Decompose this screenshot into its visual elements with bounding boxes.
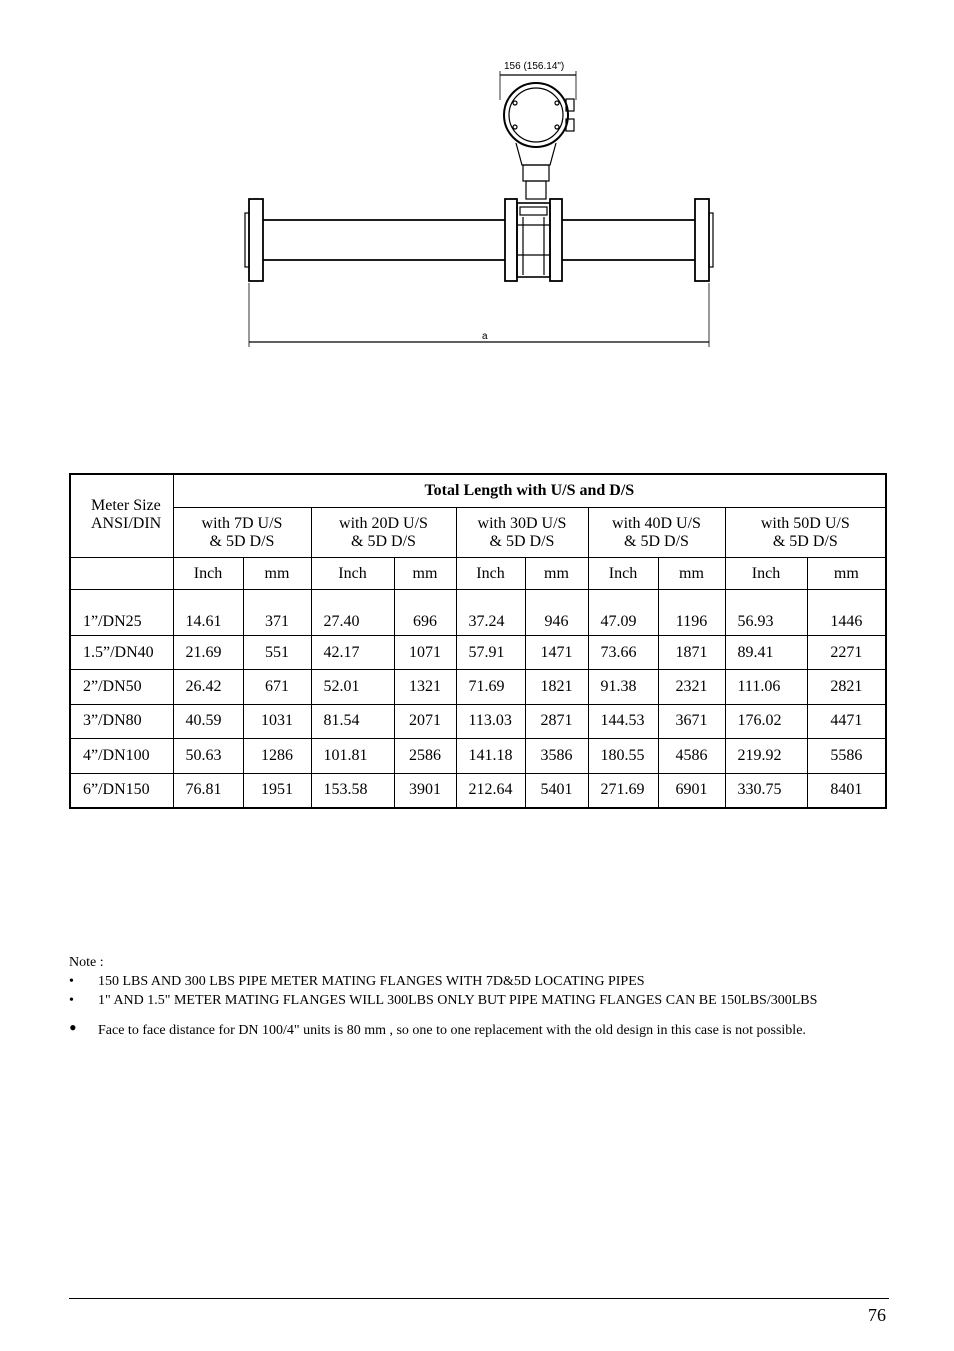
inch-value-cell: 271.69 bbox=[588, 773, 658, 808]
mm-value-cell: 1031 bbox=[243, 704, 311, 738]
inch-value-cell: 91.38 bbox=[588, 670, 658, 704]
mm-value-cell: 3901 bbox=[394, 773, 456, 808]
inch-value-cell: 14.61 bbox=[173, 590, 243, 636]
inch-value-cell: 212.64 bbox=[456, 773, 525, 808]
inch-value-cell: 50.63 bbox=[173, 739, 243, 773]
table-row bbox=[70, 670, 886, 704]
unit-mm-header: mm bbox=[525, 557, 588, 589]
mm-value-cell: 2071 bbox=[394, 704, 456, 738]
mm-value-cell: 1951 bbox=[243, 773, 311, 808]
inch-value-cell: 52.01 bbox=[311, 670, 394, 704]
mm-value-cell: 696 bbox=[394, 590, 456, 636]
meter-size-cell: 1”/DN25 bbox=[70, 590, 173, 636]
inch-value-cell: 141.18 bbox=[456, 739, 525, 773]
inch-value-cell: 111.06 bbox=[725, 670, 807, 704]
notes-section bbox=[69, 953, 869, 1040]
table-row bbox=[70, 773, 886, 808]
unit-inch-header: Inch bbox=[173, 557, 243, 589]
group-header: with 40D U/S & 5D D/S bbox=[588, 508, 725, 558]
inch-value-cell: 144.53 bbox=[588, 704, 658, 738]
mm-value-cell: 1471 bbox=[525, 635, 588, 669]
inch-value-cell: 21.69 bbox=[173, 635, 243, 669]
unit-inch-header: Inch bbox=[456, 557, 525, 589]
length-label: a bbox=[482, 331, 488, 342]
mm-value-cell: 2321 bbox=[658, 670, 725, 704]
mm-value-cell: 2586 bbox=[394, 739, 456, 773]
mm-value-cell: 1821 bbox=[525, 670, 588, 704]
mm-value-cell: 2271 bbox=[807, 635, 886, 669]
inch-value-cell: 330.75 bbox=[725, 773, 807, 808]
inch-value-cell: 26.42 bbox=[173, 670, 243, 704]
table-row bbox=[70, 635, 886, 669]
unit-mm-header: mm bbox=[807, 557, 886, 589]
meter-size-cell: 1.5”/DN40 bbox=[70, 635, 173, 669]
bullet-icon: • bbox=[69, 1015, 77, 1040]
group-header: with 30D U/S & 5D D/S bbox=[456, 508, 588, 558]
mm-value-cell: 671 bbox=[243, 670, 311, 704]
notes-list bbox=[69, 972, 869, 1040]
inch-value-cell: 27.40 bbox=[311, 590, 394, 636]
mm-value-cell: 2871 bbox=[525, 704, 588, 738]
unit-mm-header: mm bbox=[658, 557, 725, 589]
inch-value-cell: 180.55 bbox=[588, 739, 658, 773]
mm-value-cell: 551 bbox=[243, 635, 311, 669]
mm-value-cell: 4586 bbox=[658, 739, 725, 773]
mm-value-cell: 1446 bbox=[807, 590, 886, 636]
group-header: with 7D U/S & 5D D/S bbox=[173, 508, 311, 558]
inch-value-cell: 76.81 bbox=[173, 773, 243, 808]
unit-inch-header: Inch bbox=[588, 557, 658, 589]
unit-mm-header: mm bbox=[243, 557, 311, 589]
note-item: • 1" AND 1.5" METER MATING FLANGES WILL 300LBS ONLY BUT PIPE MATING FLANGES CAN BE 150LBS/300LBS bbox=[69, 993, 818, 1008]
bullet-icon: • bbox=[69, 993, 74, 1008]
mm-value-cell: 371 bbox=[243, 590, 311, 636]
inch-value-cell: 71.69 bbox=[456, 670, 525, 704]
total-length-table bbox=[69, 473, 887, 809]
meter-size-header: Meter Size ANSI/DIN bbox=[70, 474, 173, 557]
inch-value-cell: 56.93 bbox=[725, 590, 807, 636]
unit-inch-header: Inch bbox=[311, 557, 394, 589]
group-header: with 20D U/S & 5D D/S bbox=[311, 508, 456, 558]
mm-value-cell: 1071 bbox=[394, 635, 456, 669]
mm-value-cell: 1196 bbox=[658, 590, 725, 636]
mm-value-cell: 1321 bbox=[394, 670, 456, 704]
inch-value-cell: 89.41 bbox=[725, 635, 807, 669]
unit-mm-header: mm bbox=[394, 557, 456, 589]
flowmeter-drawing bbox=[240, 55, 720, 350]
inch-value-cell: 40.59 bbox=[173, 704, 243, 738]
bullet-icon: • bbox=[69, 974, 74, 989]
inch-value-cell: 73.66 bbox=[588, 635, 658, 669]
footer-rule bbox=[69, 1298, 889, 1299]
mm-value-cell: 6901 bbox=[658, 773, 725, 808]
inch-value-cell: 219.92 bbox=[725, 739, 807, 773]
inch-value-cell: 57.91 bbox=[456, 635, 525, 669]
group-header: with 50D U/S & 5D D/S bbox=[725, 508, 886, 558]
inch-value-cell: 37.24 bbox=[456, 590, 525, 636]
mm-value-cell: 3586 bbox=[525, 739, 588, 773]
table-row bbox=[70, 704, 886, 738]
mm-value-cell: 5586 bbox=[807, 739, 886, 773]
mm-value-cell: 1871 bbox=[658, 635, 725, 669]
table-title: Total Length with U/S and D/S bbox=[173, 474, 886, 508]
inch-value-cell: 176.02 bbox=[725, 704, 807, 738]
unit-blank-cell bbox=[70, 557, 173, 589]
table-row bbox=[70, 739, 886, 773]
inch-value-cell: 42.17 bbox=[311, 635, 394, 669]
meter-size-cell: 3”/DN80 bbox=[70, 704, 173, 738]
meter-size-cell: 4”/DN100 bbox=[70, 739, 173, 773]
unit-inch-header: Inch bbox=[725, 557, 807, 589]
inch-value-cell: 153.58 bbox=[311, 773, 394, 808]
mm-value-cell: 1286 bbox=[243, 739, 311, 773]
inch-value-cell: 47.09 bbox=[588, 590, 658, 636]
mm-value-cell: 3671 bbox=[658, 704, 725, 738]
mm-value-cell: 5401 bbox=[525, 773, 588, 808]
inch-value-cell: 81.54 bbox=[311, 704, 394, 738]
table-row bbox=[70, 590, 886, 636]
inch-value-cell: 101.81 bbox=[311, 739, 394, 773]
group-header-row bbox=[70, 508, 886, 558]
mm-value-cell: 8401 bbox=[807, 773, 886, 808]
meter-size-cell: 6”/DN150 bbox=[70, 773, 173, 808]
inch-value-cell: 113.03 bbox=[456, 704, 525, 738]
dimension-label: 156 (156.14") bbox=[504, 61, 565, 72]
mm-value-cell: 4471 bbox=[807, 704, 886, 738]
note-item: • 150 LBS AND 300 LBS PIPE METER MATING FLANGES WITH 7D&5D LOCATING PIPES bbox=[69, 974, 645, 989]
note-label: Note : bbox=[69, 955, 104, 970]
mm-value-cell: 946 bbox=[525, 590, 588, 636]
meter-size-cell: 2”/DN50 bbox=[70, 670, 173, 704]
page-number: 76 bbox=[868, 1305, 886, 1325]
note-item: • Face to face distance for DN 100/4" units is 80 mm , so one to one replacement with the old design in this case is not possible. bbox=[69, 1015, 806, 1040]
unit-header-row bbox=[70, 557, 886, 589]
mm-value-cell: 2821 bbox=[807, 670, 886, 704]
